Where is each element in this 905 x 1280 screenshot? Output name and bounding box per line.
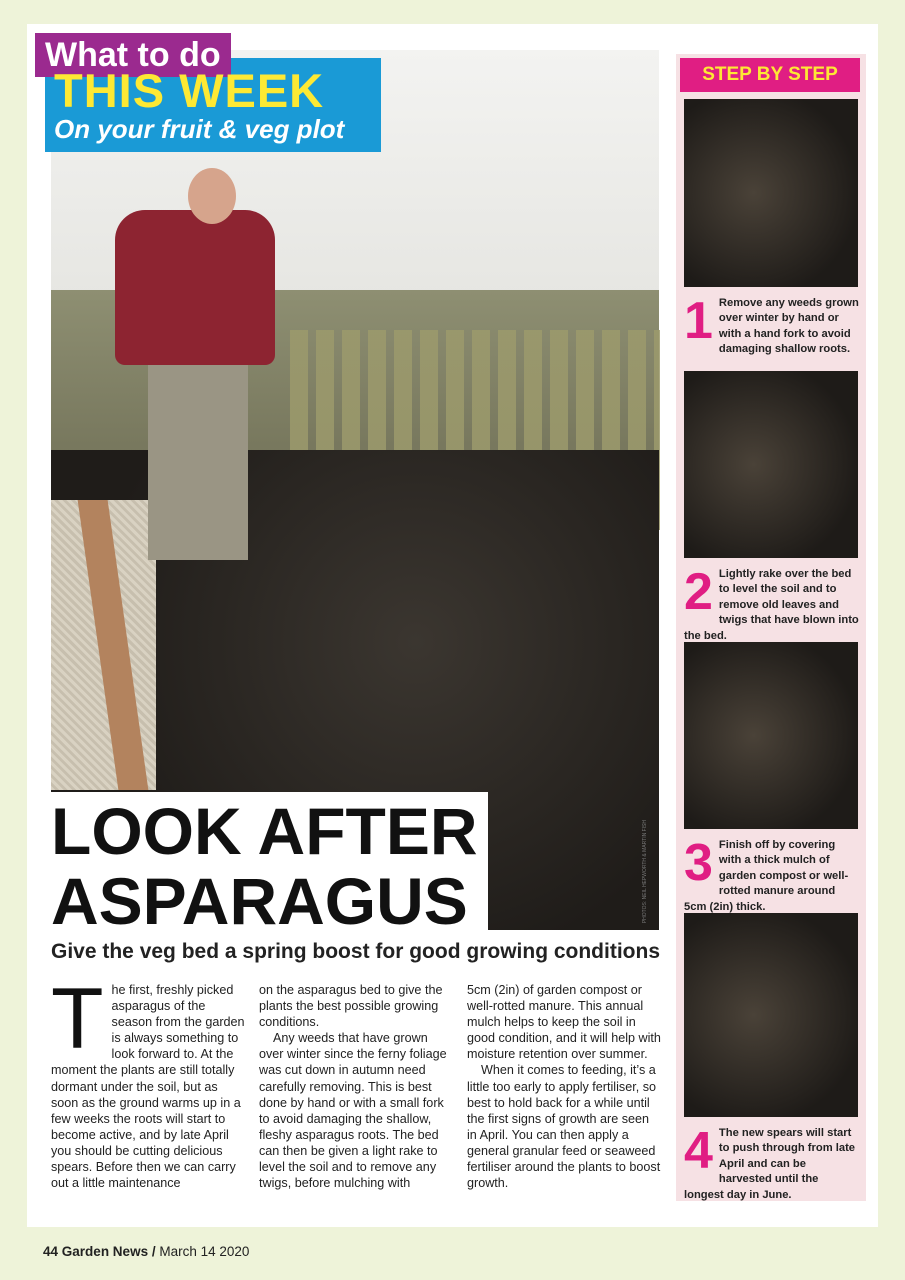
step-4-photo xyxy=(684,913,858,1117)
step-1-photo xyxy=(684,99,858,287)
step-3-photo xyxy=(684,642,858,829)
body-col3-p2: When it comes to feeding, it’s a little too early to apply fertiliser, so best to hold back for a while until the first signs of growth are seen in April. You can then apply a general granular feed or seaweed fertiliser around the plants to boost growth. xyxy=(467,1063,661,1191)
drop-cap: T xyxy=(51,971,104,1067)
page-number: 44 xyxy=(43,1244,59,1259)
photo-credit: PHOTOS: NEIL HEPWORTH & MARTIN FISH xyxy=(642,820,648,924)
body-column-1 xyxy=(51,971,246,1191)
page-footer xyxy=(43,1244,249,1259)
step-2-number: 2 xyxy=(684,563,713,621)
issue-date: March 14 2020 xyxy=(159,1244,250,1259)
article-title xyxy=(51,792,488,940)
step-4-number: 4 xyxy=(684,1122,713,1180)
body-column-3 xyxy=(467,982,662,1191)
article-title-line1: LOOK AFTER xyxy=(51,794,478,868)
footer-separator: / xyxy=(151,1244,156,1259)
step-2-photo xyxy=(684,371,858,558)
step-3-number: 3 xyxy=(684,834,713,892)
step-3-text: Finish off by covering with a thick mulch of garden compost or well-rotted manure around 5cm (2in) thick. xyxy=(684,839,849,913)
step-2 xyxy=(684,563,860,644)
header-title: THIS WEEK xyxy=(54,64,325,117)
article-title-line2: ASPARAGUS xyxy=(51,864,468,938)
step-3 xyxy=(684,834,860,915)
body-col2-p2: Any weeds that have grown over winter since the ferny foliage was cut down in autumn need carefully removing. This is best done by hand or with a small fork to avoid damaging the shallow, fleshy asparagus roots. The bed can then be given a light rake to level the soil and to remove any twigs, before mulching with xyxy=(259,1031,447,1191)
header-tag: What to do xyxy=(35,33,231,77)
article-subtitle: Give the veg bed a spring boost for good growing conditions xyxy=(51,940,661,963)
publication-name: Garden News xyxy=(61,1244,149,1259)
body-col3-p1: 5cm (2in) of garden compost or well-rotted manure. This annual mulch helps to keep the soil in good condition, and it will help with moisture retention over summer. xyxy=(467,983,661,1062)
step-1-number: 1 xyxy=(684,292,713,350)
step-4 xyxy=(684,1122,860,1203)
header-subtitle: On your fruit & veg plot xyxy=(54,114,345,144)
body-col2-p1: on the asparagus bed to give the plants the best possible growing conditions. xyxy=(259,983,443,1030)
step-1 xyxy=(684,292,860,358)
step-2-text: Lightly rake over the bed to level the soil and to remove old leaves and twigs that have blown into the bed. xyxy=(684,568,859,642)
step-4-text: The new spears will start to push through from late April and can be harvested until the longest day in June. xyxy=(684,1127,856,1201)
sidebar-heading: STEP BY STEP xyxy=(680,58,860,92)
body-column-2 xyxy=(259,982,454,1191)
step-1-text: Remove any weeds grown over winter by hand or with a hand fork to avoid damaging shallow roots. xyxy=(718,297,859,356)
body-col1-text: he first, freshly picked asparagus of the season from the garden is always something to look forward to. At the moment the plants are still totally dormant under the soil, but as soon as the ground warms up in a few weeks the roots will start to become active, and by late April you should be cutting delicious spears. Before then we can carry out a little maintenance xyxy=(51,983,245,1191)
